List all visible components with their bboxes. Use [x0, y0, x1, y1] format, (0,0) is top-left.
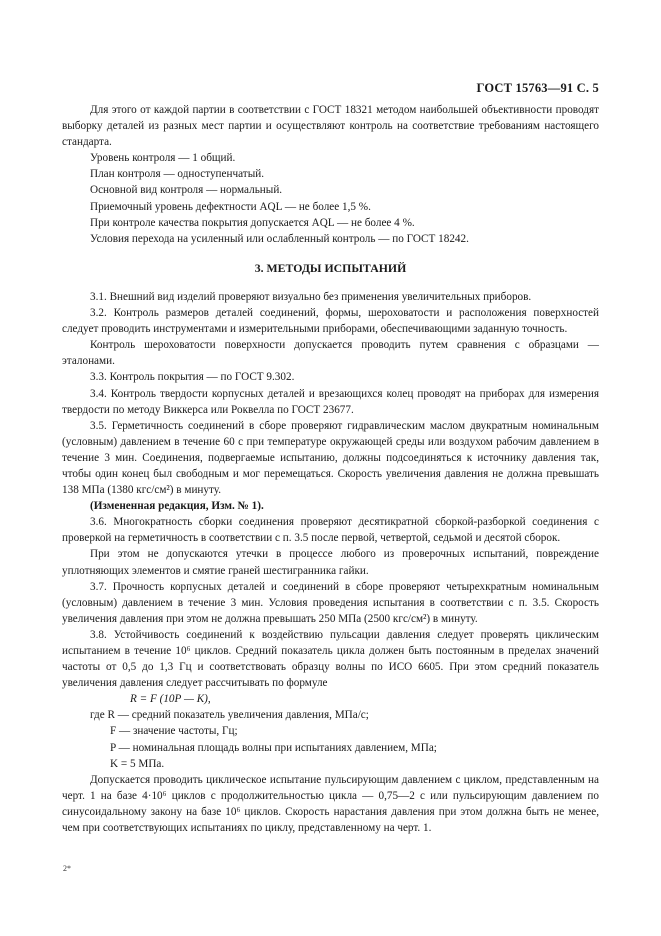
- clause-3-6-leaks: При этом не допускаются утечки в процессе любого из проверочных испытаний, повреждение уплотняющих элементов и смятие граней шестигранника гайки.: [62, 548, 599, 577]
- page-header: ГОСТ 15763—91 С. 5: [476, 81, 599, 95]
- control-plan-line: План контроля — одноступенчатый.: [90, 168, 264, 181]
- clause-3-7: 3.7. Прочность корпусных деталей и соединений в сборе проверяют четырехкратным номинальным (условным) давлением в течение 3 мин. Условия проведения испытания в соответствии с п. 3.5. Скорость увеличения давления при этом не должна превышать 250 МПа (2500 кгс/см²) в минуту.: [62, 580, 599, 625]
- control-level-line: Уровень контроля — 1 общий.: [90, 152, 236, 165]
- definition-r: где R — средний показатель увеличения давления, МПа/с;: [90, 709, 369, 722]
- clause-3-1: 3.1. Внешний вид изделий проверяют визуально без применения увеличительных приборов.: [90, 290, 532, 303]
- intro-paragraph: Для этого от каждой партии в соответствии с ГОСТ 18321 методом наибольшей объективности проводят выборку деталей из разных мест партии и осуществляют контроль на соответствие требованиям настоящего стандарта.: [62, 104, 599, 149]
- clause-3-3: 3.3. Контроль покрытия — по ГОСТ 9.302.: [90, 371, 295, 384]
- section-title: 3. МЕТОДЫ ИСПЫТАНИЙ: [254, 260, 407, 275]
- clause-3-8: 3.8. Устойчивость соединений к воздействию пульсации давления следует проверять циклическим испытанием в течение 10⁶ циклов. Средний показатель цикла должен быть постоянным в пределах значений частоты от 0,5 до 1,3 Гц и соответствовать образцу волны по ИСО 6605. При этом средний показатель увеличения давления следует рассчитывать по формуле: [62, 628, 599, 690]
- definition-p: P — номинальная площадь волны при испытаниях давлением, МПа;: [110, 741, 437, 754]
- document-body: [62, 102, 599, 836]
- coating-aql-line: При контроле качества покрытия допускается AQL — не более 4 %.: [90, 216, 415, 229]
- definition-k: K = 5 МПа.: [110, 757, 165, 770]
- clause-3-2: 3.2. Контроль размеров деталей соединений, формы, шероховатости и расположения поверхностей следует проводить инструментами и измерительными приборами, обеспечивающими заданную точность.: [62, 307, 599, 336]
- clause-3-2-roughness: Контроль шероховатости поверхности допускается проводить путем сравнения с образцами — эталонами.: [62, 339, 599, 368]
- aql-line: Приемочный уровень дефектности AQL — не более 1,5 %.: [90, 200, 371, 213]
- clause-3-8-pulsation: Допускается проводить циклическое испытание пульсирующим давлением с циклом, представленным на черт. 1 на базе 4·10⁶ циклов с продолжительностью цикла — 0,75—2 с или пульсирующим давлением по синусоидальному закону на базе 10⁶ циклов. Скорость нарастания давления при этом должна быть не менее, чем при соответствующих испытаниях по циклу, представленному на черт. 1.: [62, 773, 599, 835]
- transition-line: Условия перехода на усиленный или ослабленный контроль — по ГОСТ 18242.: [90, 232, 469, 245]
- formula: R = F (10P — K),: [130, 693, 211, 706]
- signature-mark: 2*: [63, 864, 71, 873]
- amendment-note: (Измененная редакция, Изм. № 1).: [90, 500, 264, 513]
- clause-3-5: 3.5. Герметичность соединений в сборе проверяют гидравлическим маслом двукратным номинальным (условным) давлением в течение 60 с при температуре окружающей среды или воздухом рабочим давлением в течение 3 мин. Соединения, подвергаемые испытанию, должны подсоединяться к источнику давления так, чтобы один конец был свободным и мог перемещаться. Скорость увеличения давления не должна превышать 138 МПа (1380 кгс/см²) в минуту.: [62, 419, 599, 497]
- clause-3-4: 3.4. Контроль твердости корпусных деталей и врезающихся колец проводят на приборах для измерения твердости по методу Виккерса или Роквелла по ГОСТ 23677.: [62, 387, 599, 416]
- control-type-line: Основной вид контроля — нормальный.: [90, 184, 283, 197]
- definition-f: F — значение частоты, Гц;: [110, 725, 238, 738]
- clause-3-6: 3.6. Многократность сборки соединения проверяют десятикратной сборкой-разборкой соединения с проверкой на герметичность в соответствии с п. 3.5 после первой, четвертой, седьмой и десятой сборок.: [62, 516, 599, 545]
